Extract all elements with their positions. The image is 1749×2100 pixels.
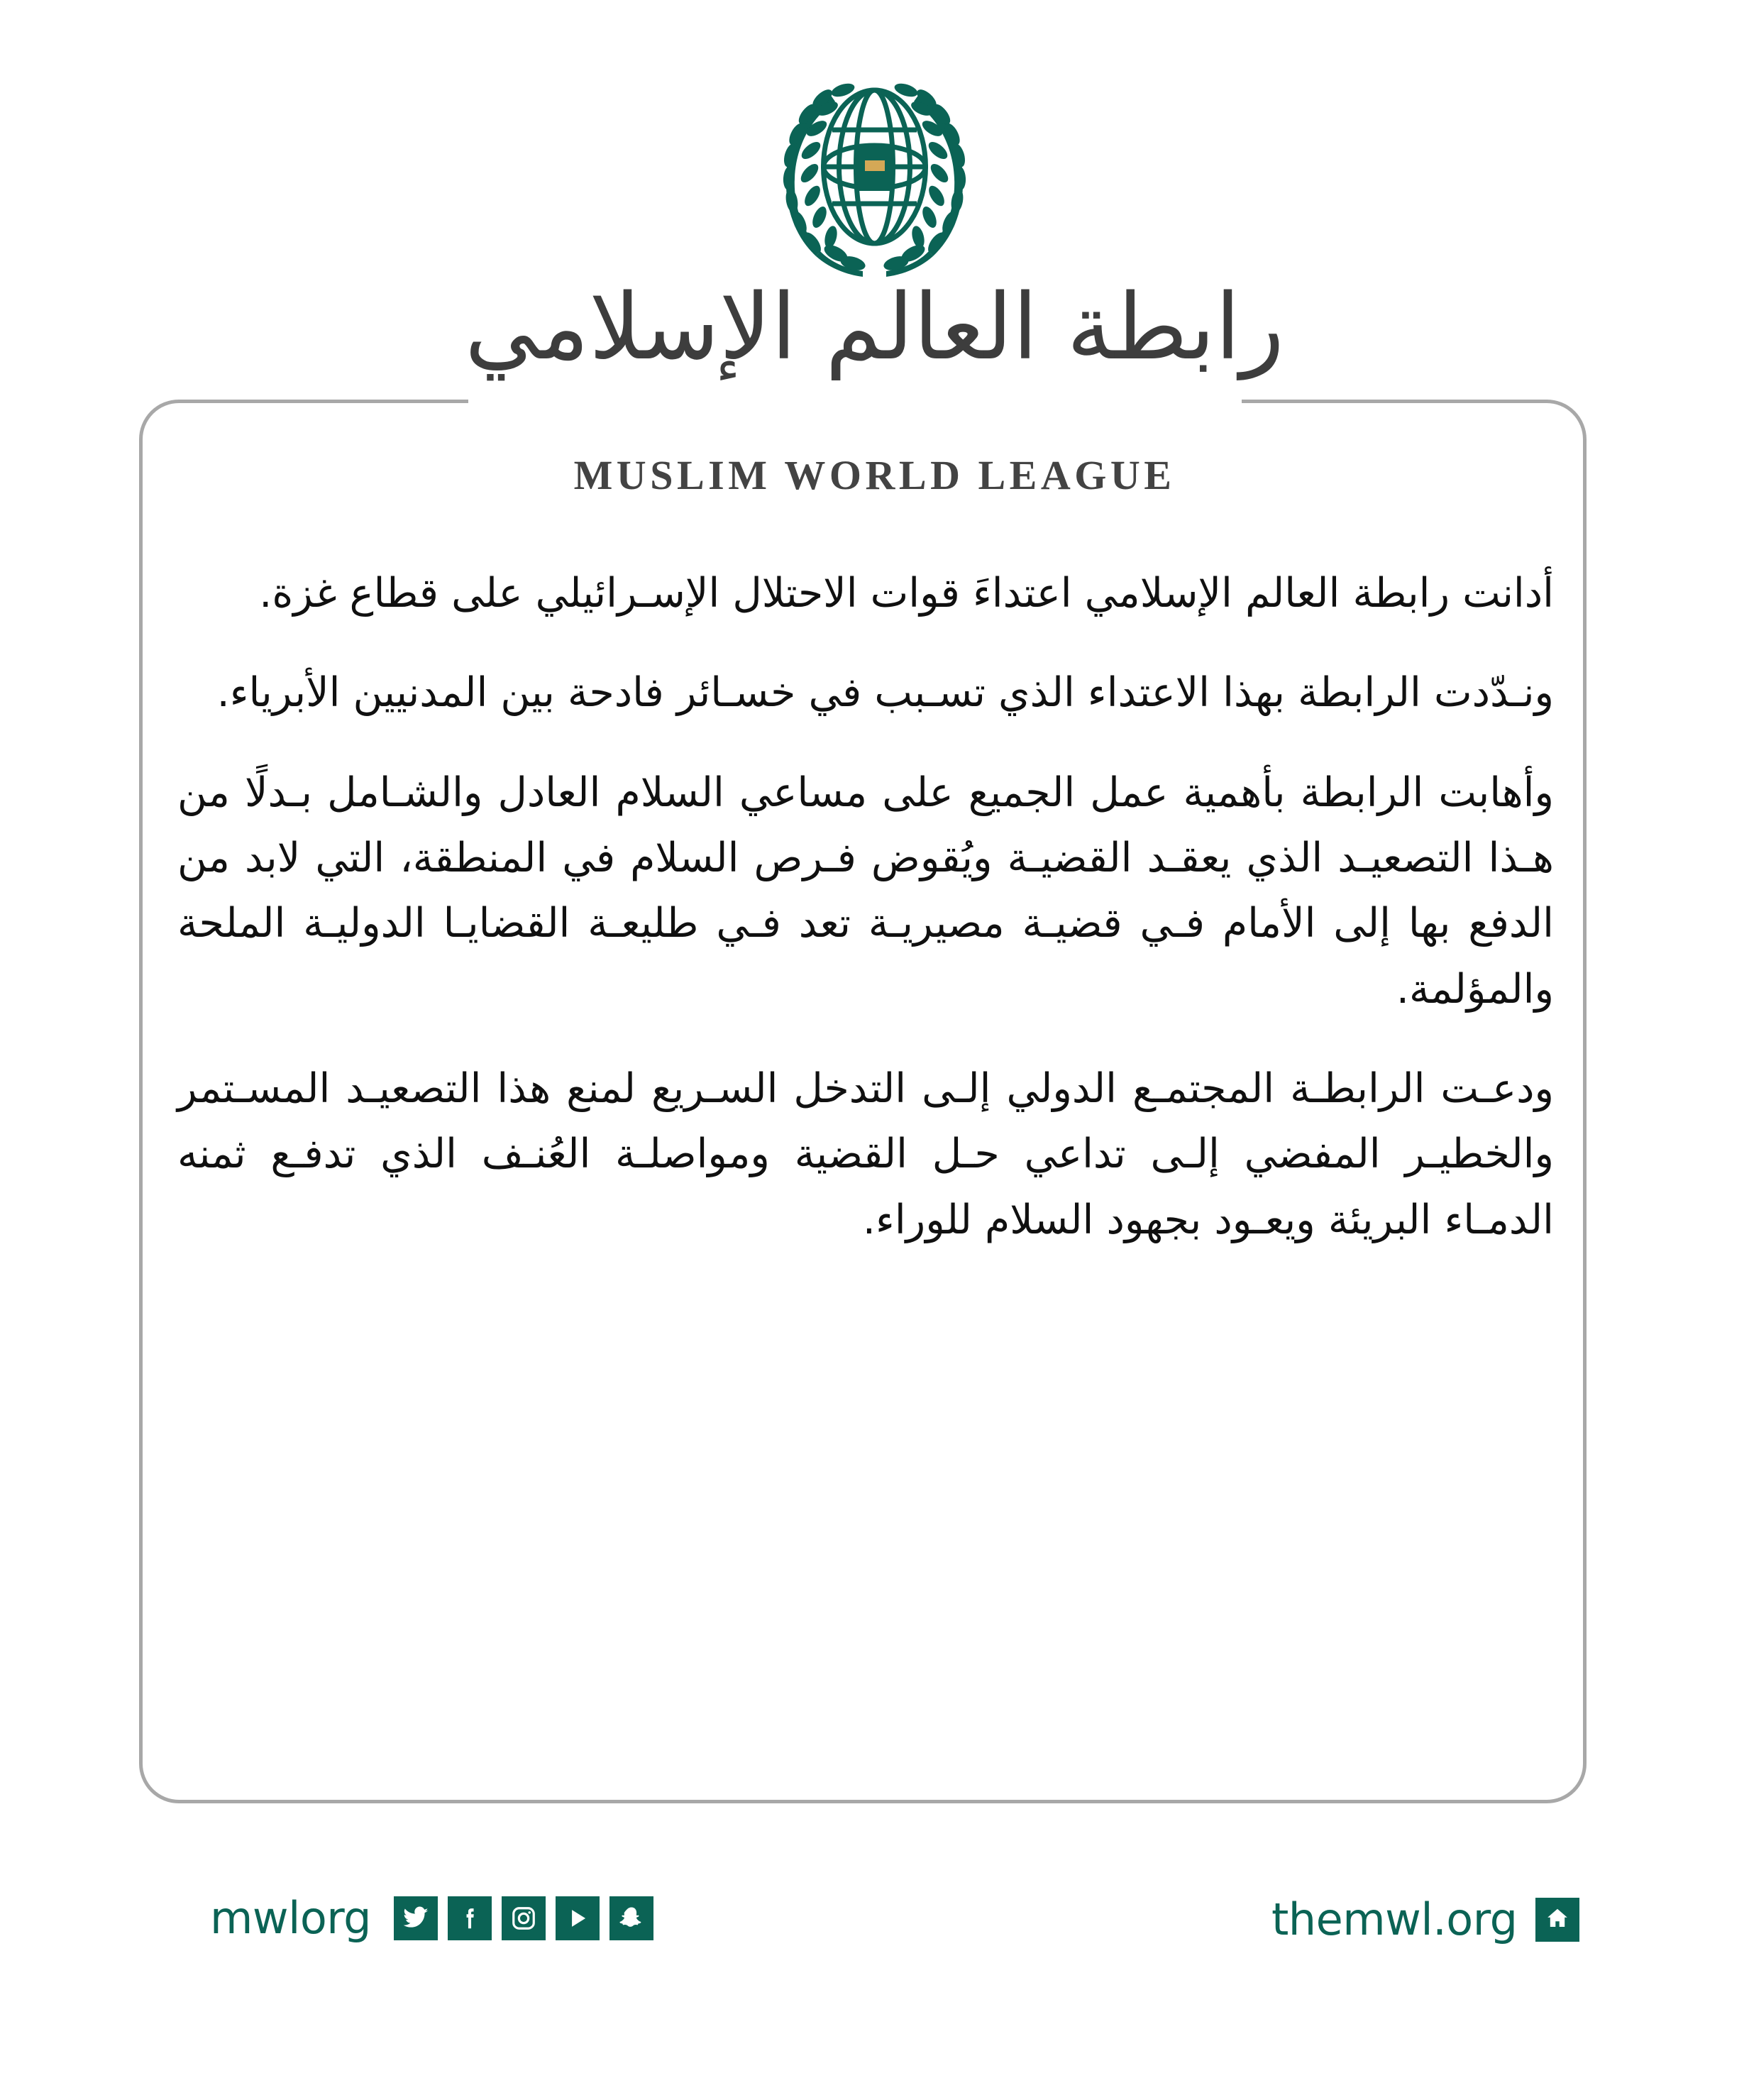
website-url-label: themwl.org — [1271, 1893, 1518, 1945]
social-handle-label: mwlorg — [210, 1892, 372, 1944]
snapchat-link[interactable] — [609, 1896, 653, 1940]
frame-top-gap-mask — [468, 389, 1242, 413]
website-home-link[interactable] — [1535, 1898, 1579, 1942]
youtube-link[interactable] — [556, 1896, 600, 1940]
brand-wordmark-english: MUSLIM WORLD LEAGUE — [573, 452, 1176, 498]
twitter-icon — [402, 1905, 429, 1932]
facebook-link[interactable] — [448, 1896, 492, 1940]
social-links-row — [394, 1896, 653, 1940]
snapchat-icon — [618, 1905, 645, 1932]
youtube-play-icon — [564, 1905, 591, 1932]
instagram-icon — [510, 1905, 537, 1932]
footer — [0, 1892, 1749, 1981]
statement-paragraph: ونـدّدت الرابطة بهذا الاعتداء الذي تسـبب في خسـائر فادحة بين المدنيين الأبرياء. — [216, 669, 1554, 717]
home-icon — [1545, 1906, 1570, 1934]
facebook-icon — [456, 1905, 483, 1932]
footer-social-group — [210, 1892, 653, 1944]
statement-body — [177, 561, 1554, 1253]
footer-website-group — [1271, 1893, 1579, 1945]
statement-paragraph: ودعـت الرابطـة المجتمـع الدولي إلـى التدخل السـريع لمنع هذا التصعيـد المسـتمر والخطيـر المفضي إلـى تداعي حـل القضية ومواصلـة العُنـف الذي تدفـع ثمنه الدمـاء البريئة ويعـود بجهود السلام للوراء. — [177, 1065, 1554, 1243]
instagram-link[interactable] — [502, 1896, 546, 1940]
statement-paragraph: أدانت رابطة العالم الإسلامي اعتداءَ قوات الاحتلال الإسـرائيلي على قطاع غزة. — [259, 570, 1554, 617]
globe-laurel-wreath-emblem-icon — [745, 67, 1004, 287]
brand-wordmark-arabic: رابطة العالم الإسلامي — [465, 275, 1284, 380]
statement-paragraph: وأهابت الرابطة بأهمية عمل الجميع على مساعي السلام العادل والشـامل بـدلًا من هـذا التصعيـد الذي يعقـد القضيـة ويُقوض فـرص السلام في المنطقة، التي لابد من الدفع بها إلى الأمام فـي قضيـة مصيريـة تعد فـي طليعـة القضايـا الدوليـة الملحة والمؤلمة. — [177, 769, 1554, 1013]
twitter-link[interactable] — [394, 1896, 438, 1940]
